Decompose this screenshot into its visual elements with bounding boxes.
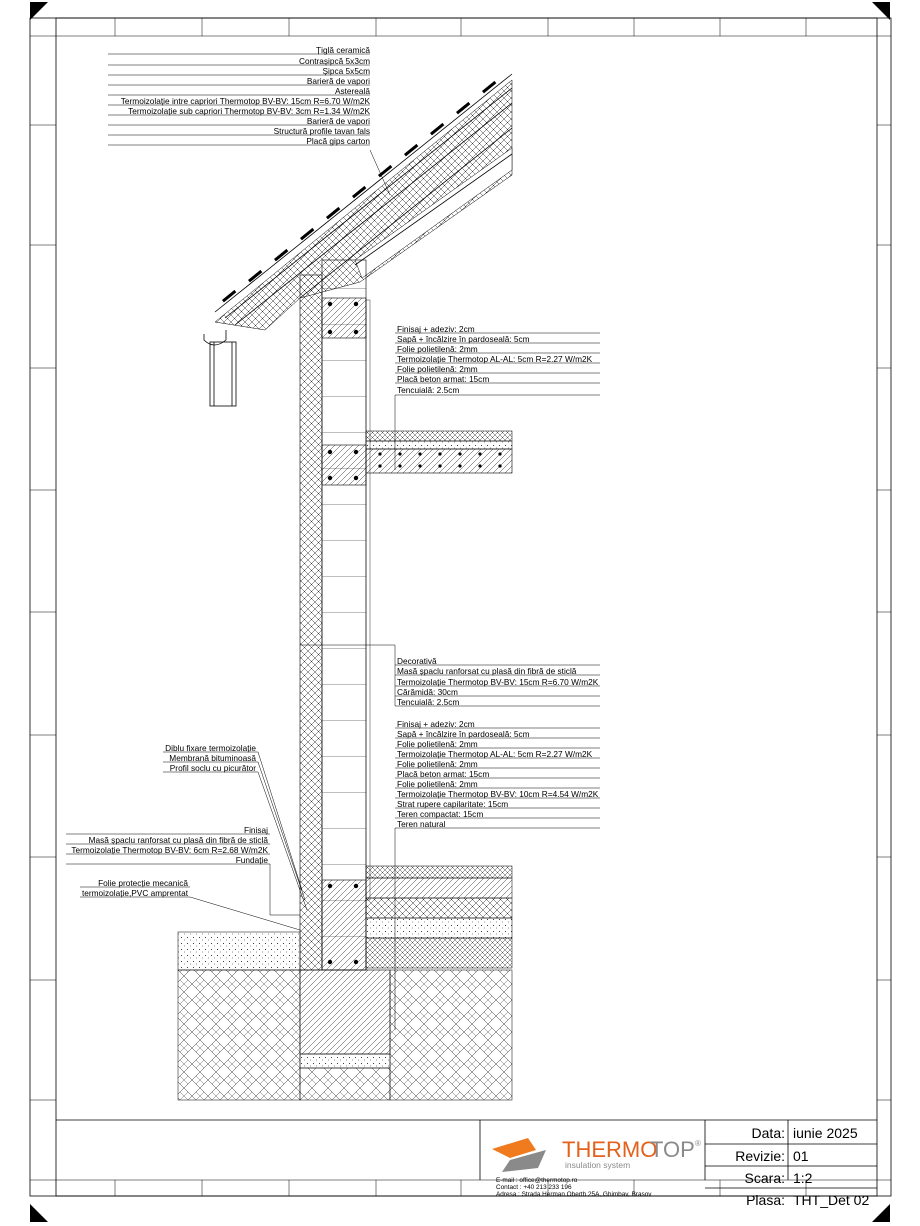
ground-label-2: Folie polietilenă: 2mm — [397, 739, 478, 749]
slab-label-1: Sapă + încălzire în pardoseală: 5cm — [397, 334, 530, 344]
roof-label-0: Țiglă ceramică — [316, 45, 370, 55]
company-name-part1: THERMO — [562, 1137, 658, 1162]
wall-label-0: Decorativă — [397, 656, 437, 666]
base-label-3: Fundație — [235, 855, 268, 865]
company-contact: Contact : +40 213 233 196 — [496, 1184, 572, 1191]
roof-label-2: Șipca 5x5cm — [322, 66, 370, 76]
roof-label-1: Contrașipcă 5x3cm — [298, 56, 370, 66]
plinth-label-0: Diblu fixare termoizolație — [165, 743, 256, 753]
title-block-fields — [735, 1125, 869, 1208]
company-email: E-mail : office@thermotop.ro — [496, 1177, 578, 1184]
ground-label-4: Folie polietilenă: 2mm — [397, 759, 478, 769]
ground-label-5: Placă beton armat: 15cm — [397, 769, 490, 779]
protection-label-1: termoizolație,PVC amprentat — [81, 888, 188, 898]
wall-label-2: Termoizolație Thermotop BV-BV: 15cm R=6.70 W/m2K — [397, 677, 599, 687]
ground-label-9: Teren compactat: 15cm — [397, 809, 484, 819]
plinth-labels — [165, 743, 256, 773]
wall-label-1: Masă șpaclu ranforsat cu plasă din fibră de sticlă — [397, 666, 577, 676]
slab-label-4: Folie polietilenă: 2mm — [397, 364, 478, 374]
company-tagline: insulation system — [565, 1160, 631, 1170]
roof-layer-labels — [121, 45, 371, 146]
plinth-label-2: Profil soclu cu picurător — [169, 763, 256, 773]
slab-label-6: Tencuială: 2.5cm — [397, 385, 460, 395]
sheet-value: THT_Det 02 — [793, 1192, 870, 1208]
roof-label-4: Asterealǎ — [334, 86, 370, 96]
floor-slab-labels — [397, 324, 593, 395]
ground-label-0: Finisaj + adeziv: 2cm — [397, 719, 475, 729]
company-name-part2: TOP — [650, 1137, 695, 1162]
roof-label-6: Termoizolație sub capriori Thermotop BV-BV: 3cm R=1.34 W/m2K — [128, 106, 370, 116]
ground-label-3: Termoizolație Thermotop AL-AL: 5cm R=2.27 W/m2K — [397, 749, 593, 759]
protection-labels — [82, 878, 189, 898]
ground-floor-section — [178, 866, 512, 1100]
gutter — [204, 330, 236, 406]
roof-label-8: Structură profile tavan fals — [273, 126, 370, 136]
date-label: Data: — [751, 1125, 785, 1141]
ground-label-7: Termoizolație Thermotop BV-BV: 10cm R=4.54 W/m2K — [397, 789, 599, 799]
revision-value: 01 — [793, 1148, 809, 1164]
intermediate-floor-slab — [366, 431, 512, 473]
base-labels — [71, 825, 268, 865]
base-label-0: Finisaj — [244, 825, 268, 835]
roof-label-5: Termoizolație intre capriori Thermotop BV-BV: 15cm R=6.70 W/m2K — [120, 96, 370, 106]
scale-label: Scara: — [744, 1170, 785, 1186]
protection-label-0: Folie protecție mecanică — [98, 878, 188, 888]
roof-label-7: Barieră de vapori — [306, 116, 370, 126]
ground-label-1: Sapă + încălzire în pardoseală: 5cm — [397, 729, 530, 739]
sheet-label: Plasa: — [746, 1192, 785, 1208]
scale-value: 1:2 — [793, 1170, 813, 1186]
ground-floor-labels — [397, 719, 599, 829]
base-label-2: Termoizolație Thermotop BV-BV: 6cm R=2.68 W/m2K — [71, 845, 268, 855]
roof-label-3: Barieră de vapori — [306, 76, 370, 86]
plinth-label-1: Membrană bituminoasă — [169, 753, 256, 763]
wall-layer-labels — [397, 656, 599, 707]
revision-label: Revizie: — [735, 1148, 785, 1164]
wall-label-3: Cărămidă: 30cm — [397, 687, 458, 697]
date-value: iunie 2025 — [793, 1125, 858, 1141]
base-label-1: Masă șpaclu ranforsat cu plasă din fibră de sticlă — [88, 835, 268, 845]
company-logo — [492, 1137, 701, 1198]
ground-label-10: Teren natural — [397, 819, 446, 829]
wall-section — [300, 260, 370, 970]
wall-label-4: Tencuială: 2.5cm — [397, 697, 460, 707]
company-address: Adresa : Strada Herman Oberth 25A, Ghimbav, Brasov — [496, 1191, 652, 1198]
slab-label-3: Termoizolație Thermotop AL-AL: 5cm R=2.27 W/m2K — [397, 354, 593, 364]
slab-label-2: Folie polietilenă: 2mm — [397, 344, 478, 354]
ground-label-6: Folie polietilenă: 2mm — [397, 779, 478, 789]
ground-label-8: Strat rupere capilaritate: 15cm — [397, 799, 509, 809]
slab-label-5: Placă beton armat: 15cm — [397, 374, 490, 384]
company-registered: ® — [695, 1139, 701, 1148]
slab-label-0: Finisaj + adeziv: 2cm — [397, 324, 475, 334]
roof-label-9: Placă gips carton — [306, 136, 370, 146]
